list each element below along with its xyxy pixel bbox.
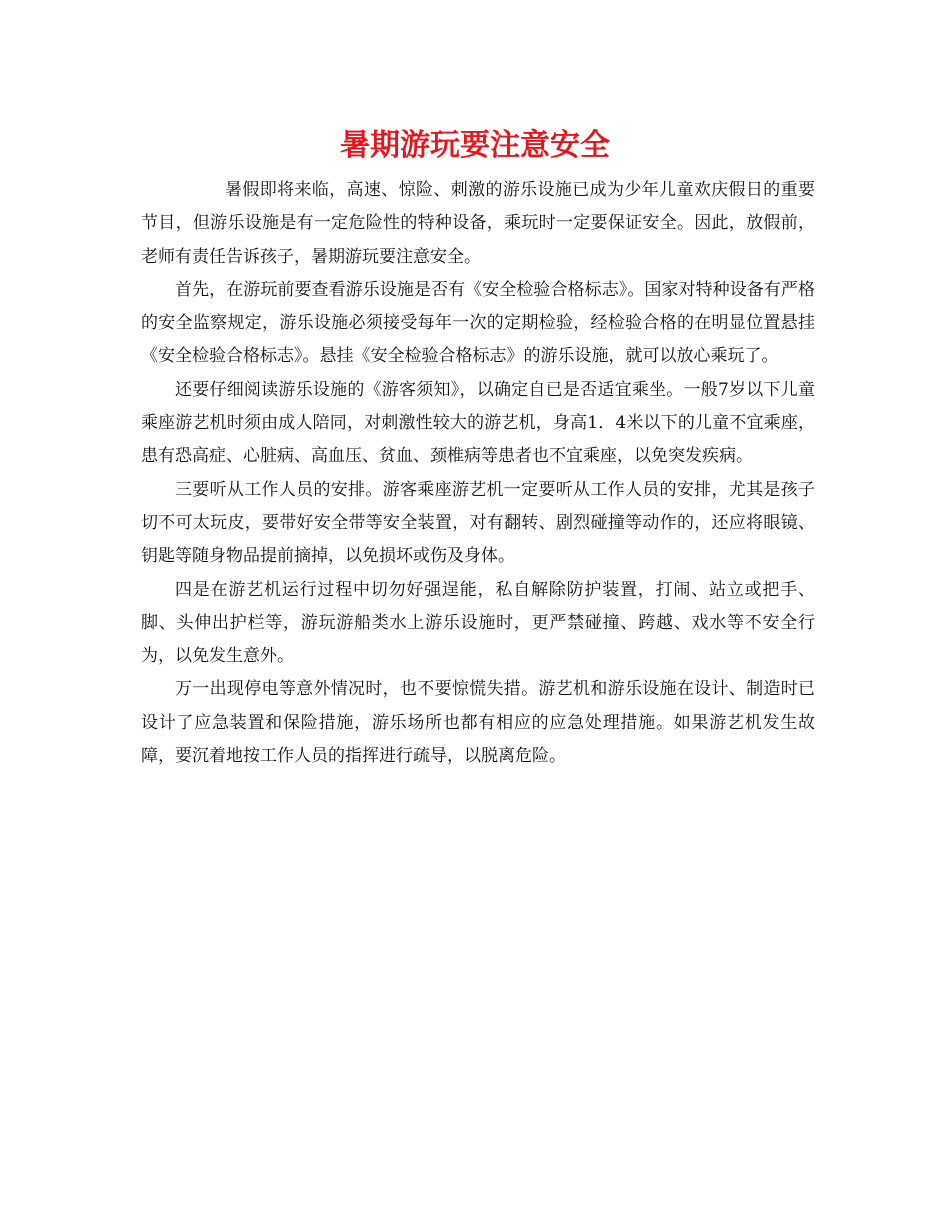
document-title: 暑期游玩要注意安全 bbox=[340, 128, 610, 163]
paragraph-visitor-notice: 还要仔细阅读游乐设施的《游客须知》，以确定自已是否适宜乘坐。一般7岁以下儿童乘座游艺机时须由成人陪同，对刺激性较大的游艺机，身高1．4米以下的儿童不宜乘座，患有恐高症、心脏病、高血压、贫血、颈椎病等患者也不宜乘座，以免突发疾病。 bbox=[141, 379, 815, 467]
paragraph-no-showing-off: 四是在游艺机运行过程中切勿好强逞能，私自解除防护装置，打闹、站立或把手、脚、头伸出护栏等，游玩游船类水上游乐设施时，更严禁碰撞、跨越、戏水等不安全行为，以免发生意外。 bbox=[141, 579, 815, 667]
paragraph-inspection-mark: 首先，在游玩前要查看游乐设施是否有《安全检验合格标志》。国家对特种设备有严格的安全监察规定，游乐设施必须接受每年一次的定期检验，经检验合格的在明显位置悬挂《安全检验合格标志》。悬挂《安全检验合格标志》的游乐设施，就可以放心乘玩了。 bbox=[141, 279, 815, 367]
document-body bbox=[141, 174, 815, 773]
paragraph-intro: 暑假即将来临，高速、惊险、刺激的游乐设施已成为少年儿童欢庆假日的重要节目，但游乐设施是有一定危险性的特种设备，乘玩时一定要保证安全。因此，放假前，老师有责任告诉孩子，暑期游玩要注意安全。 bbox=[141, 180, 815, 267]
paragraph-emergency: 万一出现停电等意外情况时，也不要惊慌失措。游艺机和游乐设施在设计、制造时已设计了应急装置和保险措施，游乐场所也都有相应的应急处理措施。如果游艺机发生故障，要沉着地按工作人员的指挥进行疏导，以脱离危险。 bbox=[141, 679, 815, 767]
paragraph-follow-staff: 三要听从工作人员的安排。游客乘座游艺机一定要听从工作人员的安排，尤其是孩子切不可太玩皮，要带好安全带等安全装置，对有翻转、剧烈碰撞等动作的，还应将眼镜、钥匙等随身物品提前摘掉，以免损坏或伤及身体。 bbox=[141, 479, 815, 567]
